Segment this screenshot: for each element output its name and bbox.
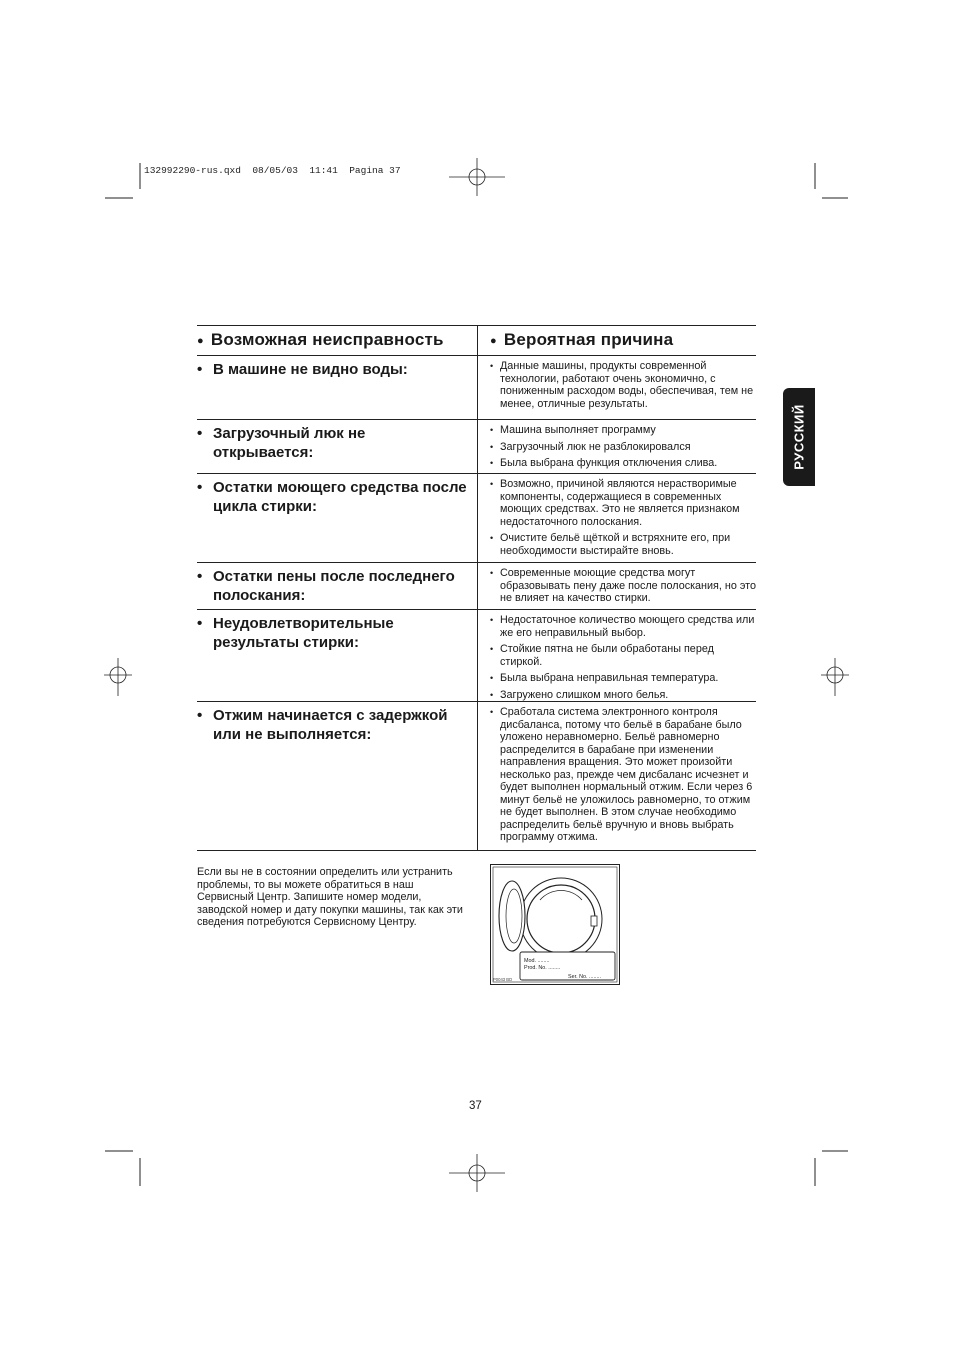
registration-target-bottom [449, 1154, 505, 1192]
bullet-icon: • [197, 615, 203, 632]
table-row [197, 420, 756, 474]
bullet-icon: • [490, 673, 494, 683]
bullet-icon: • [197, 707, 203, 724]
print-slug: 132992290-rus.qxd 08/05/03 11:41 Pagina 37 [144, 165, 401, 176]
symptom: Неудовлетворительные результаты стирки: [213, 615, 394, 651]
registration-target-right [821, 658, 849, 696]
cause-item: • Данные машины, продукты современной технологии, работают очень экономично, с пониженным расходом воды, обеспечивая, тем не менее, отличные результаты. [490, 360, 754, 410]
cause-item: • Загружено слишком много белья. [490, 688, 669, 701]
washer-door-icon [499, 878, 602, 960]
table-header-row [197, 326, 756, 356]
cause-item: • Недостаточное количество моющего средства или же его неправильный выбор. [490, 614, 755, 639]
bullet-icon: • [197, 361, 203, 378]
header-cause: Вероятная причина [503, 330, 674, 349]
bullet-icon: • [490, 458, 494, 468]
bullet-icon: • [490, 533, 494, 543]
header-problem: Возможная неисправность [210, 330, 444, 349]
symptom: Отжим начинается с задержкой или не выполняется: [213, 707, 448, 743]
bullet-icon: • [197, 425, 203, 442]
symptom: Остатки пены после последнего полоскания: [213, 568, 455, 604]
cause-item: • Загрузочный люк не разблокировался [490, 440, 691, 453]
bullet-icon: • [490, 479, 494, 489]
cause-item: • Современные моющие средства могут образовывать пену даже после полоскания, но это не влияет на качество стирки. [490, 567, 756, 604]
symptom: Остатки моющего средства после цикла стирки: [213, 479, 467, 515]
plate-code: P0043 BD [493, 977, 513, 982]
bullet-icon: • [197, 479, 203, 496]
bullet-icon: ● [197, 335, 204, 347]
troubleshooting-table [197, 325, 756, 851]
language-tab-label: РУССКИЙ [791, 404, 807, 470]
cause-item: • Сработала система электронного контроля дисбаланса, потому что бельё в барабане было уложено неравномерно. Бельё равномерно распределится в барабане при изменении направления вращения. Это может произойти несколько раз, прежде чем дисбаланс исчезнет и будет выполнен нормальный отжим. Если через 6 минут бельё не уложилось равномерно, то отжим не будет выполнен. В этом случае необходимо распределить бельё вручную и вновь выбрать программу отжима. [490, 706, 753, 843]
page-number: 37 [469, 1100, 482, 1112]
cause-item: • Возможно, причиной являются нерастворимые компоненты, содержащиеся в современных моющих средствах. Это не является признаком недостаточного полоскания. [490, 478, 740, 528]
bullet-icon: • [490, 361, 494, 371]
bullet-icon: • [490, 689, 494, 700]
table-row [197, 563, 756, 610]
registration-target-left [104, 658, 132, 696]
rating-plate-illustration [490, 864, 620, 985]
bullet-icon: • [490, 644, 494, 654]
symptom: Загрузочный люк не открывается: [213, 425, 366, 461]
cause-item: • Очистите бельё щёткой и встряхните его, при необходимости выстирайте вновь. [490, 532, 731, 557]
bullet-icon: • [197, 568, 203, 585]
bullet-icon: • [490, 441, 494, 452]
bullet-icon: • [490, 425, 494, 435]
bullet-icon: • [490, 568, 494, 578]
table-row [197, 610, 756, 702]
plate-ser: Ser. No. ........ [568, 974, 601, 980]
cause-item: • Стойкие пятна не были обработаны перед стиркой. [490, 643, 714, 668]
symptom: В машине не видно воды: [213, 361, 408, 378]
cause-item: • Была выбрана функция отключения слива. [490, 457, 718, 469]
table-row [197, 474, 756, 563]
table-row [197, 702, 756, 851]
plate-mod: Mod. ........ [524, 958, 550, 964]
language-tab [783, 388, 815, 486]
cause-item: • Машина выполняет программу [490, 424, 656, 436]
cause-item: • Была выбрана неправильная температура. [490, 672, 719, 684]
service-centre-note: Если вы не в состоянии определить или устранить проблемы, то вы можете обратиться в наш Сервисный Центр. Запишите номер модели, заводской номер и дату покупки машины, так как эти сведения потребуются Сервисному Центру. [197, 866, 463, 929]
registration-target-top [449, 158, 505, 196]
bullet-icon: • [490, 615, 494, 625]
table-row [197, 356, 756, 420]
bullet-icon: • [490, 707, 494, 717]
bullet-icon: ● [490, 335, 497, 347]
plate-prod: Prod. No. ........ [524, 965, 561, 971]
